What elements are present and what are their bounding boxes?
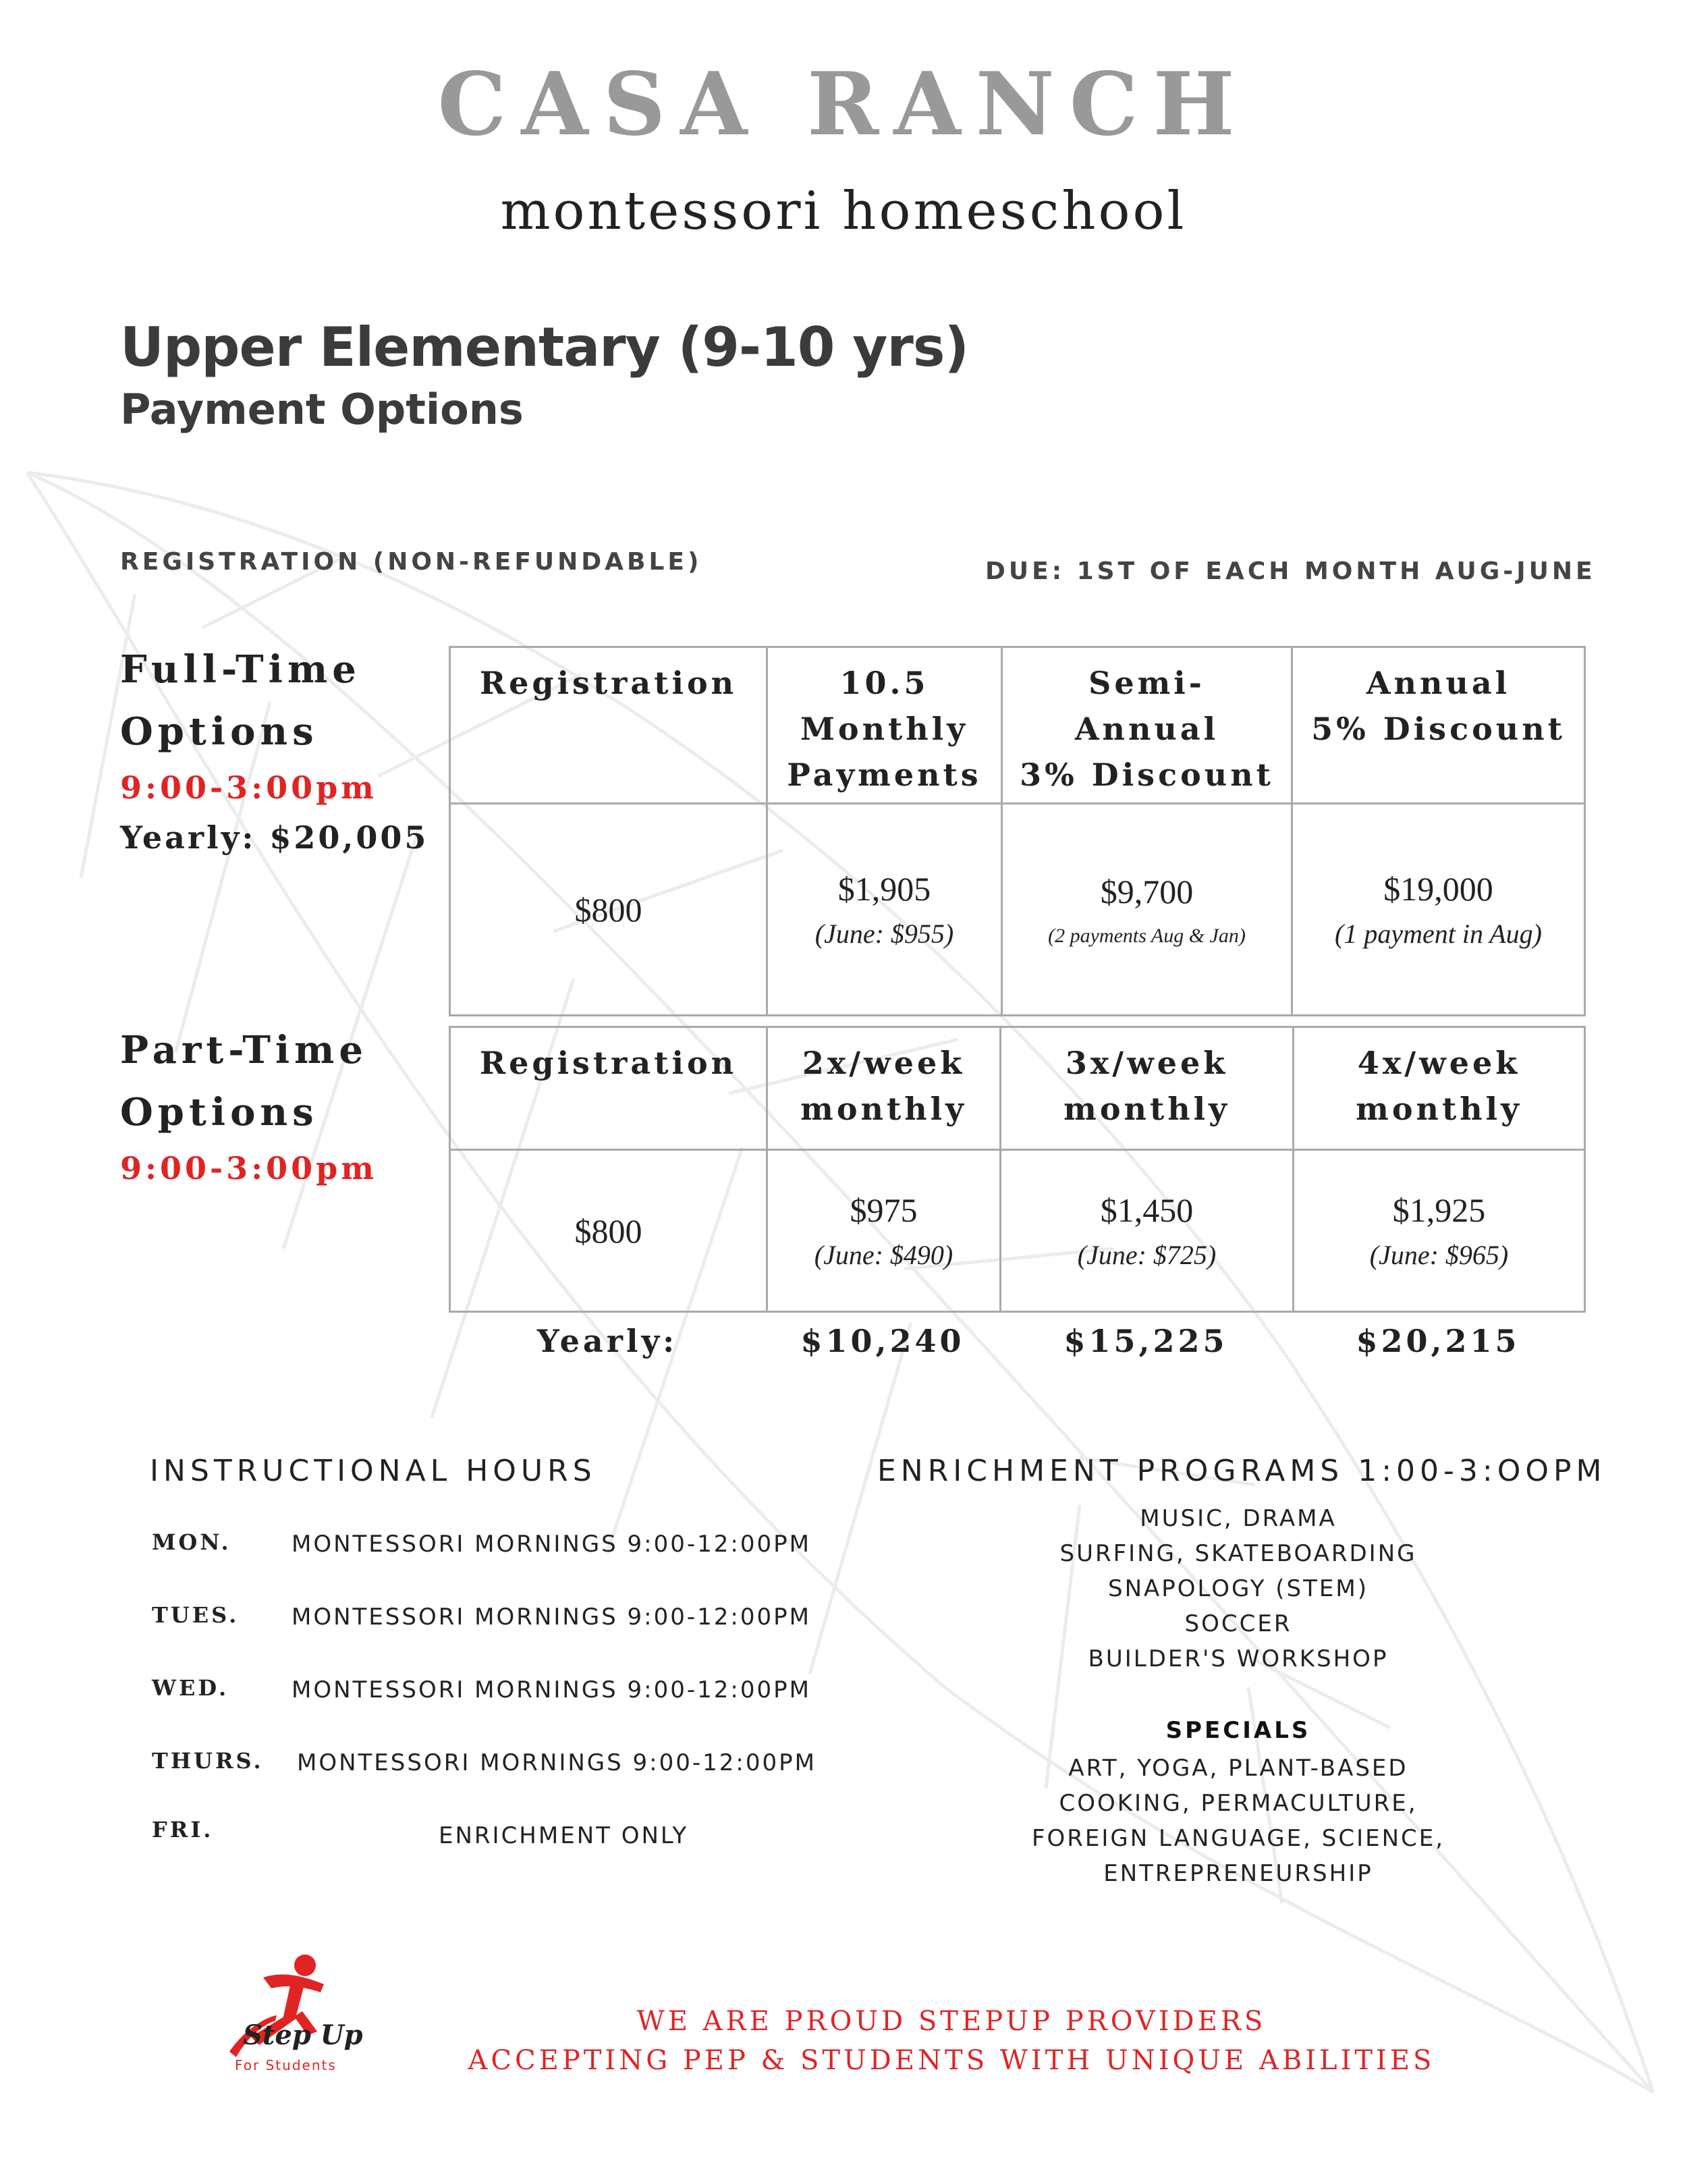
ft-price-monthly: [767, 804, 1002, 1016]
specials-item: COOKING, PERMACULTURE,: [1059, 1790, 1418, 1817]
ft-price-annual: [1292, 804, 1585, 1016]
day-thurs: THURS.: [152, 1748, 264, 1774]
full-time-hours: 9:00-3:00pm: [120, 769, 377, 806]
part-time-price-table: [449, 1026, 1586, 1313]
ft-header-monthly-l2: Monthly: [800, 711, 968, 747]
enrichment-item: SURFING, SKATEBOARDING: [1059, 1540, 1417, 1567]
enrichment-list: [945, 1501, 1532, 1676]
enrichment-item: SOCCER: [1184, 1610, 1292, 1637]
full-time-heading: [120, 638, 361, 763]
ft-price-annual-note: (1 payment in Aug): [1335, 919, 1542, 949]
pt-price-2x: [767, 1150, 1001, 1312]
ft-price-semiannual: [1002, 804, 1292, 1016]
part-time-heading: [120, 1019, 368, 1143]
pt-header-3x-l1: 3x/week: [1065, 1045, 1229, 1081]
ft-price-monthly-note: (June: $955): [814, 919, 954, 949]
pt-header-3x: [1001, 1027, 1294, 1150]
ft-header-semiannual-l3: 3% Discount: [1020, 757, 1274, 793]
ft-header-registration: [450, 647, 767, 804]
stepup-logo: [216, 1950, 378, 2079]
day-fri: FRI.: [152, 1817, 214, 1842]
full-time-price-row: [450, 804, 1585, 1016]
ft-price-annual-value: $19,000: [1383, 870, 1493, 908]
schedule-thurs: MONTESSORI MORNINGS 9:00-12:00PM: [297, 1749, 817, 1776]
pt-header-2x-l2: monthly: [800, 1091, 967, 1127]
full-time-yearly: Yearly: $20,005: [120, 819, 429, 856]
pt-header-4x-l1: 4x/week: [1357, 1045, 1521, 1081]
pt-header-3x-l2: monthly: [1063, 1091, 1230, 1127]
yearly-4x-value: $20,215: [1356, 1323, 1520, 1359]
part-time-header-row: [450, 1027, 1585, 1150]
part-time-price-row: [450, 1150, 1585, 1312]
day-tues: TUES.: [152, 1602, 240, 1628]
part-time-hours: 9:00-3:00pm: [120, 1150, 377, 1186]
ft-header-annual-l1: Annual: [1366, 665, 1511, 701]
pt-header-2x-l1: 2x/week: [802, 1045, 966, 1081]
pt-header-registration: [450, 1027, 767, 1150]
program-title: Upper Elementary (9-10 yrs): [120, 316, 969, 379]
schedule-fri: ENRICHMENT ONLY: [439, 1822, 689, 1849]
pt-price-registration-value: $800: [574, 1211, 642, 1250]
ft-header-semiannual-l1: Semi-: [1088, 665, 1205, 701]
pt-price-2x-note: (June: $490): [814, 1240, 953, 1270]
pt-header-4x-l2: monthly: [1356, 1091, 1522, 1127]
stepup-logo-text: Step Up: [243, 2019, 363, 2051]
schedule-mon: MONTESSORI MORNINGS 9:00-12:00PM: [292, 1531, 811, 1558]
stepup-logo-subtext: For Students: [235, 2057, 337, 2073]
program-subtitle: Payment Options: [120, 385, 524, 434]
pt-price-4x-note: (June: $965): [1369, 1240, 1509, 1270]
ft-header-monthly-l1: 10.5: [839, 665, 929, 701]
pt-price-3x-value: $1,450: [1100, 1191, 1194, 1229]
enrichment-item: MUSIC, DRAMA: [1140, 1505, 1337, 1532]
pt-price-2x-value: $975: [850, 1191, 918, 1229]
yearly-label: Yearly:: [536, 1323, 678, 1359]
pt-header-2x: [767, 1027, 1001, 1150]
enrichment-item: SNAPOLOGY (STEM): [1108, 1575, 1368, 1602]
ft-price-registration-value: $800: [574, 890, 642, 929]
ft-price-monthly-value: $1,905: [837, 870, 931, 908]
due-note: DUE: 1ST OF EACH MONTH AUG-JUNE: [985, 557, 1596, 585]
ft-header-semiannual: [1002, 647, 1292, 804]
full-time-price-table: [449, 646, 1586, 1016]
specials-item: FOREIGN LANGUAGE, SCIENCE,: [1031, 1825, 1445, 1852]
brand-tagline: montessori homeschool: [500, 181, 1187, 242]
ft-price-semiannual-note: (2 payments Aug & Jan): [1048, 924, 1246, 947]
brand-name: CASA RANCH: [437, 54, 1250, 155]
enrichment-heading: ENRICHMENT PROGRAMS 1:00-3:OOPM: [877, 1454, 1607, 1488]
registration-note: REGISTRATION (NON-REFUNDABLE): [120, 548, 702, 576]
schedule-tues: MONTESSORI MORNINGS 9:00-12:00PM: [292, 1604, 811, 1631]
full-time-heading-line1: Full-Time: [120, 647, 361, 692]
day-wed: WED.: [152, 1675, 229, 1701]
specials-list: [945, 1751, 1532, 1891]
pt-price-registration: [450, 1150, 767, 1312]
pt-price-4x: [1294, 1150, 1585, 1312]
part-time-heading-line2: Options: [120, 1090, 319, 1135]
ft-header-monthly: [767, 647, 1002, 804]
specials-heading: SPECIALS: [1165, 1717, 1311, 1744]
pt-header-registration-l1: Registration: [479, 1045, 738, 1081]
specials-item: ART, YOGA, PLANT-BASED: [1068, 1755, 1408, 1782]
pt-price-3x-note: (June: $725): [1077, 1240, 1217, 1270]
footer-line1: WE ARE PROUD STEPUP PROVIDERS: [636, 2006, 1267, 2037]
ft-header-annual: [1292, 647, 1585, 804]
yearly-3x-value: $15,225: [1063, 1323, 1228, 1359]
ft-header-registration-l1: Registration: [479, 665, 738, 701]
pt-header-4x: [1294, 1027, 1585, 1150]
full-time-heading-line2: Options: [120, 709, 319, 754]
schedule-wed: MONTESSORI MORNINGS 9:00-12:00PM: [292, 1676, 811, 1703]
pt-price-4x-value: $1,925: [1392, 1191, 1486, 1229]
full-time-header-row: [450, 647, 1585, 804]
yearly-2x-value: $10,240: [800, 1323, 965, 1359]
ft-header-semiannual-l2: Annual: [1074, 711, 1219, 747]
day-mon: MON.: [152, 1529, 231, 1555]
instructional-hours-heading: INSTRUCTIONAL HOURS: [150, 1454, 597, 1488]
ft-price-registration: [450, 804, 767, 1016]
ft-price-semiannual-value: $9,700: [1100, 872, 1194, 910]
footer-line2: ACCEPTING PEP & STUDENTS WITH UNIQUE ABILITIES: [468, 2045, 1435, 2076]
pt-price-3x: [1001, 1150, 1294, 1312]
enrichment-item: BUILDER'S WORKSHOP: [1088, 1645, 1389, 1672]
part-time-heading-line1: Part-Time: [120, 1028, 368, 1072]
specials-item: ENTREPRENEURSHIP: [1103, 1860, 1373, 1887]
ft-header-annual-l2: 5% Discount: [1311, 711, 1566, 747]
ft-header-monthly-l3: Payments: [787, 757, 982, 793]
